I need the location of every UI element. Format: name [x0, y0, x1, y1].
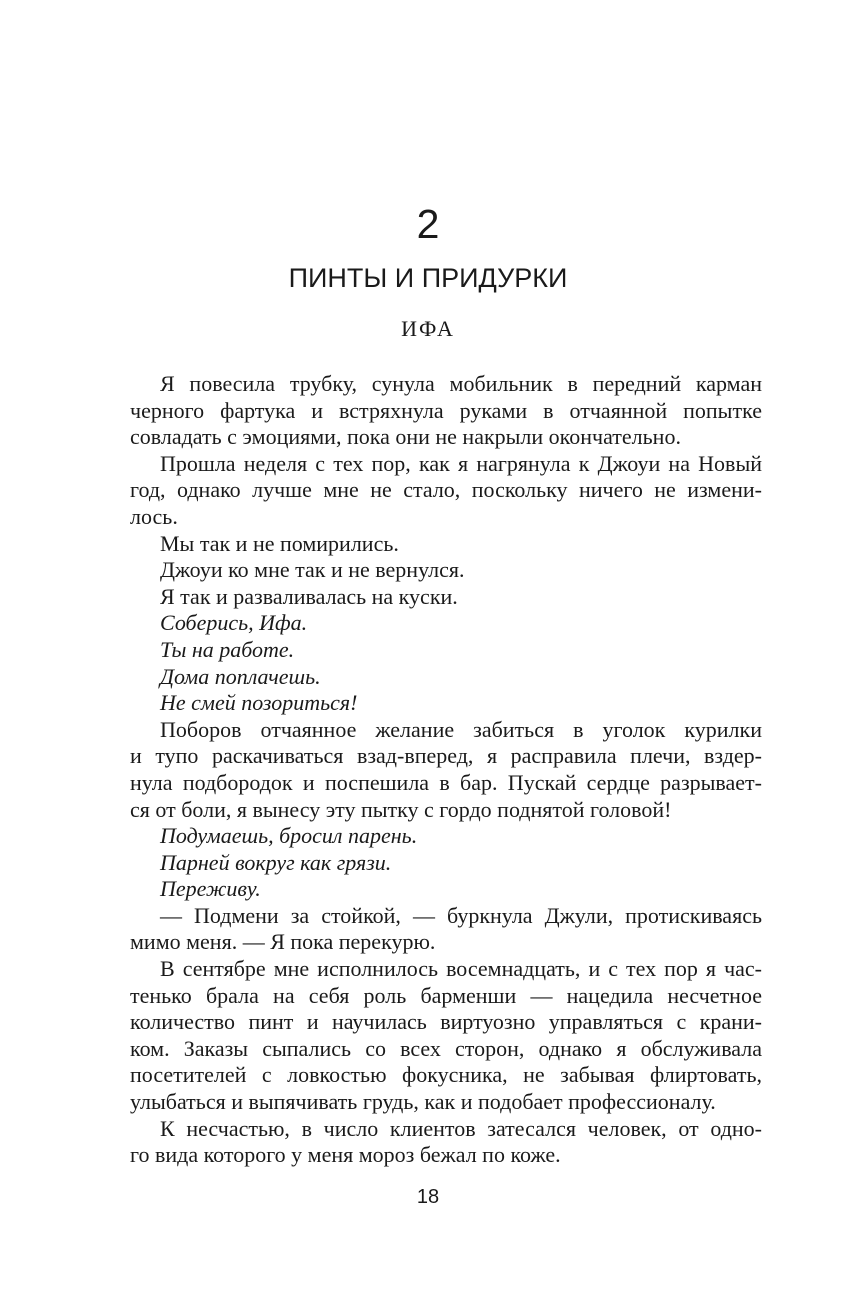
text-line: Дома поплачешь. [160, 663, 321, 689]
text-line: лось. [130, 503, 178, 529]
text-line: Соберись, Ифа. [160, 610, 308, 636]
text-line: Подумаешь, бросил парень. [160, 823, 418, 849]
text-line: К несчастью, в число клиентов затесался человек, от одно- [160, 1115, 762, 1141]
text-line: ком. Заказы сыпались со всех сторон, однако я обслуживала [130, 1035, 762, 1061]
text-line: Мы так и не помирились. [160, 530, 399, 556]
chapter-title: ПИНТЫ И ПРИДУРКИ [288, 263, 568, 293]
text-line: Прошла неделя с тех пор, как я нагрянула к Джоуи на Новый [160, 450, 762, 476]
text-line: Я так и разваливалась на куски. [160, 583, 458, 609]
text-line: и тупо раскачиваться взад-вперед, я расправила плечи, вздер- [130, 743, 762, 769]
text-line: совладать с эмоциями, пока они не накрыли окончательно. [130, 424, 681, 450]
text-line: го вида которого у меня мороз бежал по коже. [130, 1142, 561, 1168]
text-line: количество пинт и научилась виртуозно управляться с крани- [130, 1009, 762, 1035]
narrator-name: ИФА [401, 316, 455, 341]
text-line: Парней вокруг как грязи. [160, 849, 392, 875]
text-line: посетителей с ловкостью фокусника, не забывая флиртовать, [130, 1062, 762, 1088]
text-line: Я повесила трубку, сунула мобильник в передний карман [160, 371, 762, 396]
text-line: — Подмени за стойкой, — буркнула Джули, протискиваясь [160, 902, 762, 928]
text-line: В сентябре мне исполнилось восемнадцать, и с тех пор я час- [160, 956, 762, 982]
text-line: Ты на работе. [160, 636, 295, 662]
text-line: нула подбородок и поспешила в бар. Пускай сердце разрывает- [130, 769, 762, 795]
text-line: мимо меня. — Я пока перекурю. [130, 929, 436, 955]
text-line: Переживу. [160, 876, 261, 902]
text-line: черного фартука и встряхнула руками в отчаянной попытке [130, 397, 762, 423]
text-line: Не смей позориться! [160, 690, 358, 716]
body-text [130, 371, 762, 1169]
text-line: Поборов отчаянное желание забиться в уголок курилки [160, 716, 762, 742]
page-number: 18 [416, 1186, 440, 1208]
text-line: улыбаться и выпячивать грудь, как и подобает профессионалу. [130, 1089, 716, 1115]
chapter-number: 2 [416, 201, 440, 247]
text-line: Джоуи ко мне так и не вернулся. [160, 557, 465, 583]
text-line: ся от боли, я вынесу эту пытку с гордо поднятой головой! [130, 796, 672, 822]
text-line: тенько брала на себя роль барменши — нацедила несчетное [130, 982, 762, 1008]
text-line: год, однако лучше мне не стало, поскольку ничего не измени- [130, 477, 762, 503]
